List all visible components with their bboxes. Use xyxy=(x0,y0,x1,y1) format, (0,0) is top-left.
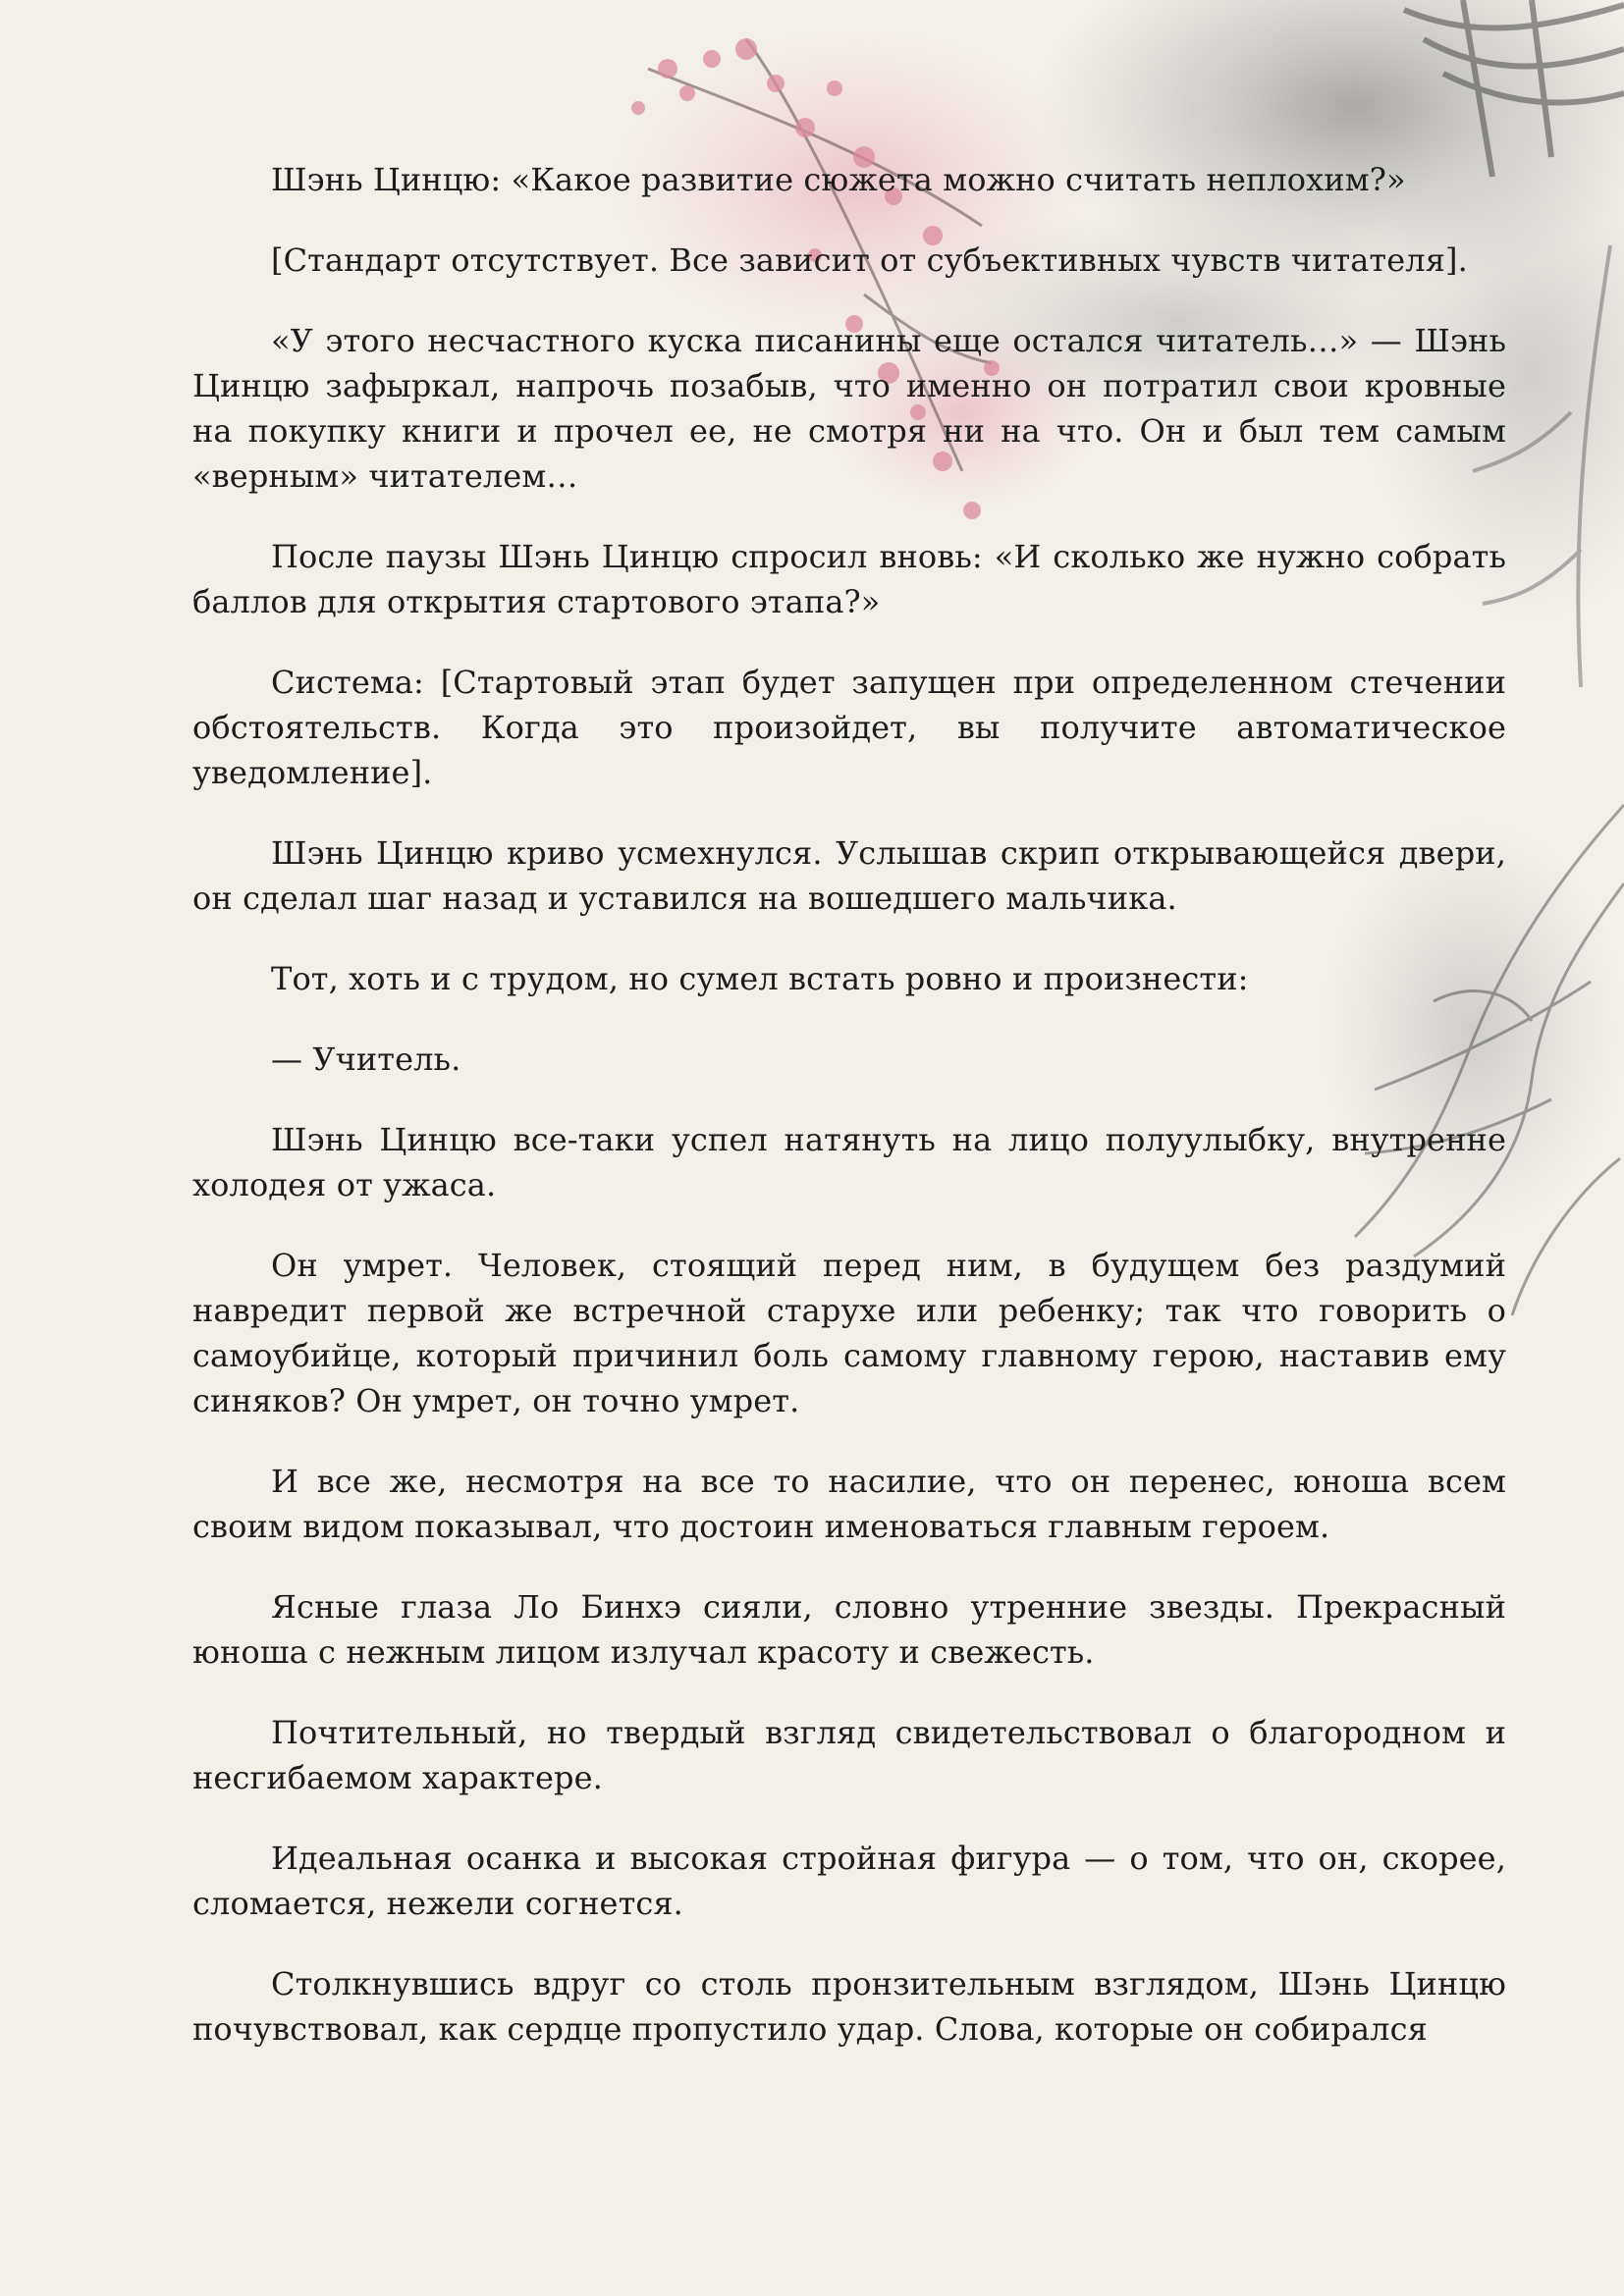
body-text xyxy=(192,157,1506,2087)
paragraph: [Стандарт отсутствует. Все зависит от субъективных чувств читателя]. xyxy=(271,241,1468,279)
paragraph: Ясные глаза Ло Бинхэ сияли, словно утренние звезды. Прекрасный юноша с нежным лицом излучал красоту и свежесть. xyxy=(192,1588,1506,1671)
paragraph: Идеальная осанка и высокая стройная фигура — о том, что он, скорее, сломается, нежели согнется. xyxy=(192,1840,1506,1922)
paragraph: Шэнь Цинцю все-таки успел натянуть на лицо полуулыбку, внутренне холодея от ужаса. xyxy=(192,1121,1506,1203)
paragraph: Столкнувшись вдруг со столь пронзительным взглядом, Шэнь Цинцю почувствовал, как сердце пропустило удар. Слова, которые он собирался xyxy=(192,1965,1506,2048)
paragraph: Почтительный, но твердый взгляд свидетельствовал о благородном и несгибаемом характере. xyxy=(192,1714,1506,1796)
paragraph: — Учитель. xyxy=(271,1041,461,1078)
paragraph: «У этого несчастного куска писанины еще остался читатель…» — Шэнь Цинцю зафыркал, напрочь позабыв, что именно он потратил свои кровные на покупку книги и прочел ее, не смотря ни на что. Он и был тем самым «верным» читателем… xyxy=(192,322,1506,495)
paragraph: После паузы Шэнь Цинцю спросил вновь: «И сколько же нужно собрать баллов для открытия стартового этапа?» xyxy=(192,538,1506,620)
paragraph: Шэнь Цинцю криво усмехнулся. Услышав скрип открывающейся двери, он сделал шаг назад и уставился на вошедшего мальчика. xyxy=(192,834,1506,917)
paragraph: Система: [Стартовый этап будет запущен при определенном стечении обстоятельств. Когда это произойдет, вы получите автоматическое уведомление]. xyxy=(192,664,1506,791)
paragraph: И все же, несмотря на все то насилие, что он перенес, юноша всем своим видом показывал, что достоин именоваться главным героем. xyxy=(192,1463,1506,1545)
paragraph: Он умрет. Человек, стоящий перед ним, в будущем без раздумий навредит первой же встречной старухе или ребенку; так что говорить о самоубийце, который причинил боль самому главному герою, наставив ему синяков? Он умрет, он точно умрет. xyxy=(192,1247,1506,1419)
paragraph: Тот, хоть и с трудом, но сумел встать ровно и произнести: xyxy=(271,960,1249,997)
paragraph: Шэнь Цинцю: «Какое развитие сюжета можно считать неплохим?» xyxy=(271,161,1406,198)
